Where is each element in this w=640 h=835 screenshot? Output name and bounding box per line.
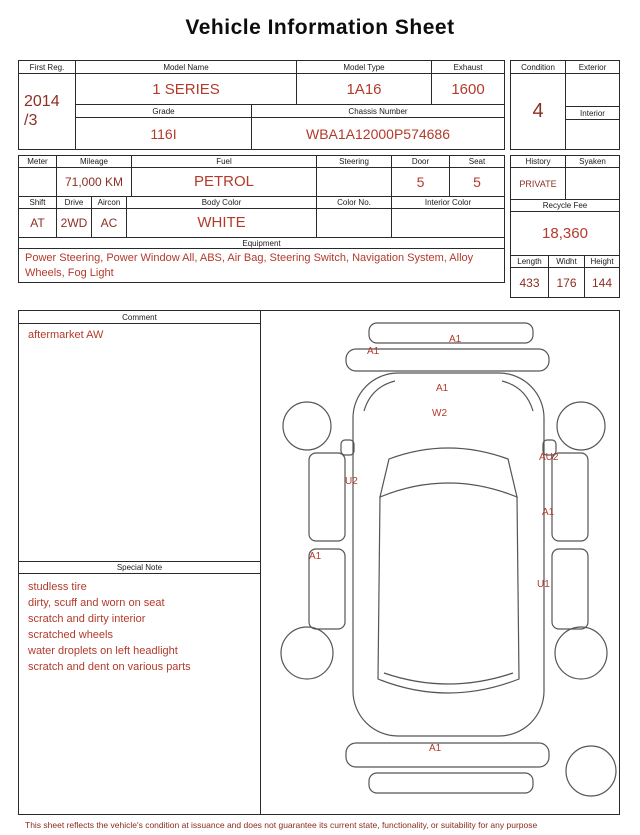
seat-value: 5 xyxy=(449,168,504,196)
damage-marker: W2 xyxy=(432,408,447,419)
rear-bumper xyxy=(346,743,549,767)
specs-table xyxy=(18,155,505,283)
rear-window xyxy=(384,673,513,684)
aircon-label: Aircon xyxy=(91,197,126,208)
left-rear-wheel xyxy=(281,627,333,679)
left-front-door xyxy=(309,453,345,541)
grade-value: 116I xyxy=(150,125,177,142)
right-front-door xyxy=(552,453,588,541)
fuel-value: PETROL xyxy=(131,168,316,196)
interior-color-value xyxy=(391,209,504,237)
color-no-value xyxy=(316,209,391,237)
special-note-line: scratch and dent on various parts xyxy=(28,660,191,673)
chassis-label: Chassis Number xyxy=(251,105,504,117)
recycle-fee-value: 18,360 xyxy=(511,212,619,256)
windshield xyxy=(380,448,517,497)
comment-body xyxy=(19,324,260,561)
color-no-label: Color No. xyxy=(316,197,391,208)
length-value: 433 xyxy=(519,275,540,290)
condition-value: 4 xyxy=(511,74,566,149)
syaken-value xyxy=(566,168,619,199)
exhaust-label: Exhaust xyxy=(431,61,504,73)
model-type-value: 1A16 xyxy=(296,74,431,104)
cabin-outline xyxy=(378,497,519,693)
special-note-line: studless tire xyxy=(28,581,87,593)
history-value: PRIVATE xyxy=(511,168,566,199)
steering-label: Steering xyxy=(316,156,391,167)
right-headlight-line xyxy=(502,381,533,411)
drive-label: Drive xyxy=(56,197,91,208)
meter-label: Meter xyxy=(27,156,48,166)
condition-label: Condition xyxy=(511,61,566,73)
main-block xyxy=(18,310,620,815)
model-name-label: Model Name xyxy=(163,62,209,72)
grade-label: Grade xyxy=(152,106,175,116)
special-note-body xyxy=(19,574,260,814)
length-label: Length xyxy=(517,257,542,266)
damage-marker: U1 xyxy=(537,579,550,590)
syaken-label: Syaken xyxy=(579,157,606,166)
car-diagram-panel xyxy=(261,311,619,814)
first-reg-value xyxy=(19,74,75,149)
special-note-line: scratch and dirty interior xyxy=(28,612,146,625)
model-type-label: Model Type xyxy=(296,61,431,73)
damage-marker: A1 xyxy=(449,334,462,345)
equipment-value: Power Steering, Power Window All, ABS, Air Bag, Steering Switch, Navigation System, Alloy Wheels, Fog Light xyxy=(25,252,474,279)
mileage-label: Mileage xyxy=(56,156,131,167)
left-front-wheel xyxy=(283,402,331,450)
damage-marker: A1 xyxy=(429,743,442,754)
exhaust-value: 1600 xyxy=(431,74,504,104)
width-label: Widht xyxy=(548,256,584,267)
interior-value xyxy=(566,120,619,149)
special-note-line: water droplets on left headlight xyxy=(28,644,178,657)
shift-label: Shift xyxy=(29,197,46,207)
special-note-line: scratched wheels xyxy=(28,628,113,641)
damage-marker: A1 xyxy=(367,346,380,357)
chassis-value: WBA1A12000P574686 xyxy=(251,118,504,149)
interior-color-label: Interior Color xyxy=(391,197,504,208)
left-headlight-line xyxy=(364,381,395,411)
right-front-wheel xyxy=(557,402,605,450)
recycle-fee-label: Recycle Fee xyxy=(511,200,619,212)
drive-value: 2WD xyxy=(56,209,91,237)
condition-table xyxy=(510,60,620,150)
damage-marker: A1 xyxy=(436,383,449,394)
comment-text: aftermarket AW xyxy=(28,329,104,341)
left-mirror xyxy=(341,440,354,455)
height-label: Height xyxy=(584,256,619,267)
first-reg-month: /3 xyxy=(24,111,38,129)
identification-table xyxy=(18,60,505,150)
width-value: 176 xyxy=(548,268,584,297)
history-table xyxy=(510,155,620,298)
seat-label: Seat xyxy=(449,156,504,167)
door-label: Door xyxy=(391,156,449,167)
mileage-value: 71,000 KM xyxy=(56,168,131,196)
body-color-label: Body Color xyxy=(126,197,316,208)
rear-trim-strip xyxy=(369,773,533,793)
model-name-value: 1 SERIES xyxy=(152,80,220,98)
first-reg-label: First Reg. xyxy=(19,61,75,74)
disclaimer: This sheet reflects the vehicle's condition at issuance and does not guarantee its current state, functionality, or suitability for any purpose xyxy=(25,820,538,830)
height-value: 144 xyxy=(584,268,619,297)
special-note-header: Special Note xyxy=(19,561,260,574)
right-rear-wheel xyxy=(555,627,607,679)
shift-value: AT xyxy=(30,215,45,230)
damage-marker: A1 xyxy=(542,507,555,518)
page-title: Vehicle Information Sheet xyxy=(185,16,455,39)
meter-value xyxy=(19,168,56,196)
history-label: History xyxy=(511,156,566,167)
comment-header: Comment xyxy=(19,311,260,324)
body-color-value: WHITE xyxy=(126,209,316,237)
exterior-label: Exterior xyxy=(578,62,607,72)
interior-label: Interior xyxy=(566,107,619,120)
body-outline xyxy=(353,373,544,736)
first-reg-year: 2014 xyxy=(24,93,60,111)
door-value: 5 xyxy=(391,168,449,196)
damage-marker: U2 xyxy=(345,476,358,487)
exterior-value xyxy=(566,74,619,107)
damage-marker: A1 xyxy=(309,551,322,562)
spare-wheel xyxy=(566,746,616,796)
fuel-label: Fuel xyxy=(131,156,316,167)
special-note-line: dirty, scuff and worn on seat xyxy=(28,596,165,609)
equipment-label: Equipment xyxy=(19,238,504,250)
right-rear-door xyxy=(552,549,588,629)
steering-value xyxy=(316,168,391,196)
aircon-value: AC xyxy=(91,209,126,237)
damage-marker: AU2 xyxy=(539,452,559,463)
